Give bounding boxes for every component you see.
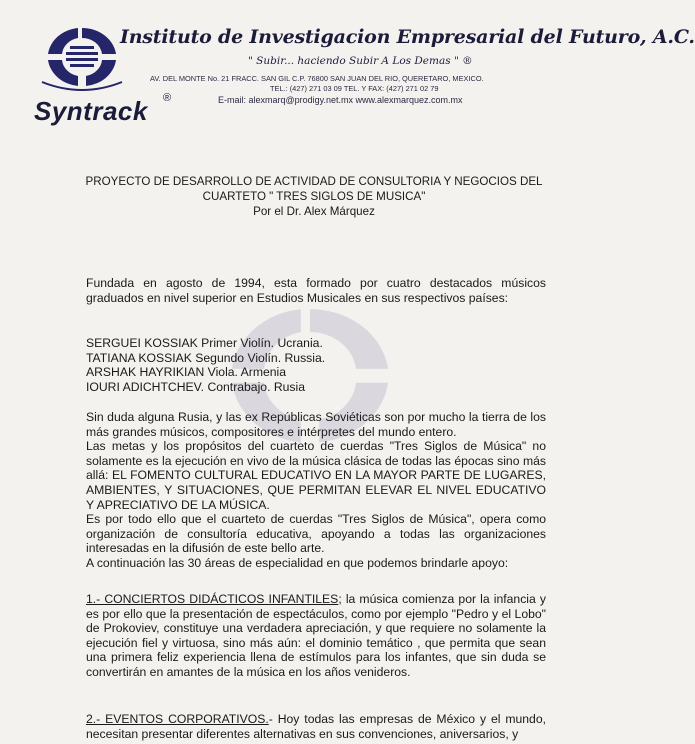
intro-text: Fundada en agosto de 1994, esta formado por cuatro destacados músicos graduados en nivel superior en Estudios Musicales en sus respectivos países: bbox=[86, 276, 546, 305]
areas-intro: A continuación las 30 áreas de especialidad en que podemos brindarle apoyo: bbox=[86, 555, 509, 570]
item-2-text: - Hoy todas las empresas de México y el mundo, necesitan presentar diferentes alternativas en sus convenciones, aniversarios, y bbox=[86, 712, 546, 741]
email-line: E-mail: alexmarq@prodigy.net.mx www.alexmarquez.com.mx bbox=[218, 95, 463, 105]
institute-title: Instituto de Investigacion Empresarial del Futuro, A.C. bbox=[120, 26, 695, 48]
intro-paragraph bbox=[86, 276, 546, 305]
phone-line: TEL.: (427) 271 03 09 TEL. Y FAX: (427) 271 02 79 bbox=[270, 84, 439, 93]
brand-registered-mark: ® bbox=[163, 92, 172, 104]
main-paragraphs bbox=[86, 410, 546, 571]
item-1 bbox=[86, 592, 546, 680]
item-1-title: 1.- CONCIERTOS DIDÁCTICOS INFANTILES bbox=[86, 592, 339, 606]
item-2 bbox=[86, 712, 546, 741]
member-item: SERGUEI KOSSIAK Primer Violín. Ucrania. bbox=[86, 336, 323, 350]
item-2-title: 2.- EVENTOS CORPORATIVOS. bbox=[86, 712, 269, 726]
member-item: IOURI ADICHTCHEV. Contrabajo. Rusia bbox=[86, 379, 305, 394]
russia-paragraph: Sin duda alguna Rusia, y las ex Repúblicas Soviéticas son por mucho la tierra de los más grandes músicos, compositores e intérpretes del mundo entero. bbox=[86, 410, 546, 439]
heading-line-3: Por el Dr. Alex Márquez bbox=[253, 205, 375, 218]
member-item: ARSHAK HAYRIKIAN Viola. Armenia bbox=[86, 365, 287, 380]
motto: " Subir... haciendo Subir A Los Demas " ® bbox=[248, 55, 473, 67]
heading-line-2: CUARTETO " TRES SIGLOS DE MUSICA" bbox=[202, 190, 426, 203]
syntrack-logo-icon bbox=[40, 24, 124, 98]
address-line: AV. DEL MONTE No. 21 FRACC. SAN GIL C.P. 76800 SAN JUAN DEL RIO, QUERETARO, MEXICO. bbox=[150, 74, 484, 83]
item-1-text: ; la música comienza por la infancia y es por ello que la presentación de espectáculos, como por ejemplo "Pedro y el Lobo" de Prokoviev, constituye una verdadera apreciación, y que requiere no solamente la ejecución fiel y virtuosa, sino más aún: el dominio temático , que permita que sean una primera feliz experiencia llena de estímulos para los infantes, que sin duda se convertirán en amantes de la música en los años venideros. bbox=[86, 592, 546, 679]
organization-paragraph: Es por todo ello que el cuarteto de cuerdas "Tres Siglos de Música", opera como organización de consultoría educativa, apoyando a todas las organizaciones interesadas en la difusión de este bello arte. bbox=[86, 512, 546, 556]
document-heading bbox=[84, 174, 544, 219]
brand-name: Syntrack bbox=[34, 96, 148, 126]
heading-line-1: PROYECTO DE DESARROLLO DE ACTIVIDAD DE CONSULTORIA Y NEGOCIOS DEL bbox=[85, 175, 543, 188]
member-list bbox=[86, 336, 546, 394]
member-item: TATIANA KOSSIAK Segundo Violín. Russia. bbox=[86, 350, 326, 365]
goals-paragraph: Las metas y los propósitos del cuarteto de cuerdas "Tres Siglos de Música" no solamente es la ejecución en vivo de la música clásica de todas las épocas sino más allá: EL FOMENTO CULTURAL EDUCATIVO EN LA MAYOR PARTE DE LUGARES, AMBIENTES, Y SITUACIONES, QUE PERMITAN ELEVAR EL NIVEL EDUCATIVO Y APRECIATIVO DE LA MÚSICA. bbox=[86, 439, 546, 512]
